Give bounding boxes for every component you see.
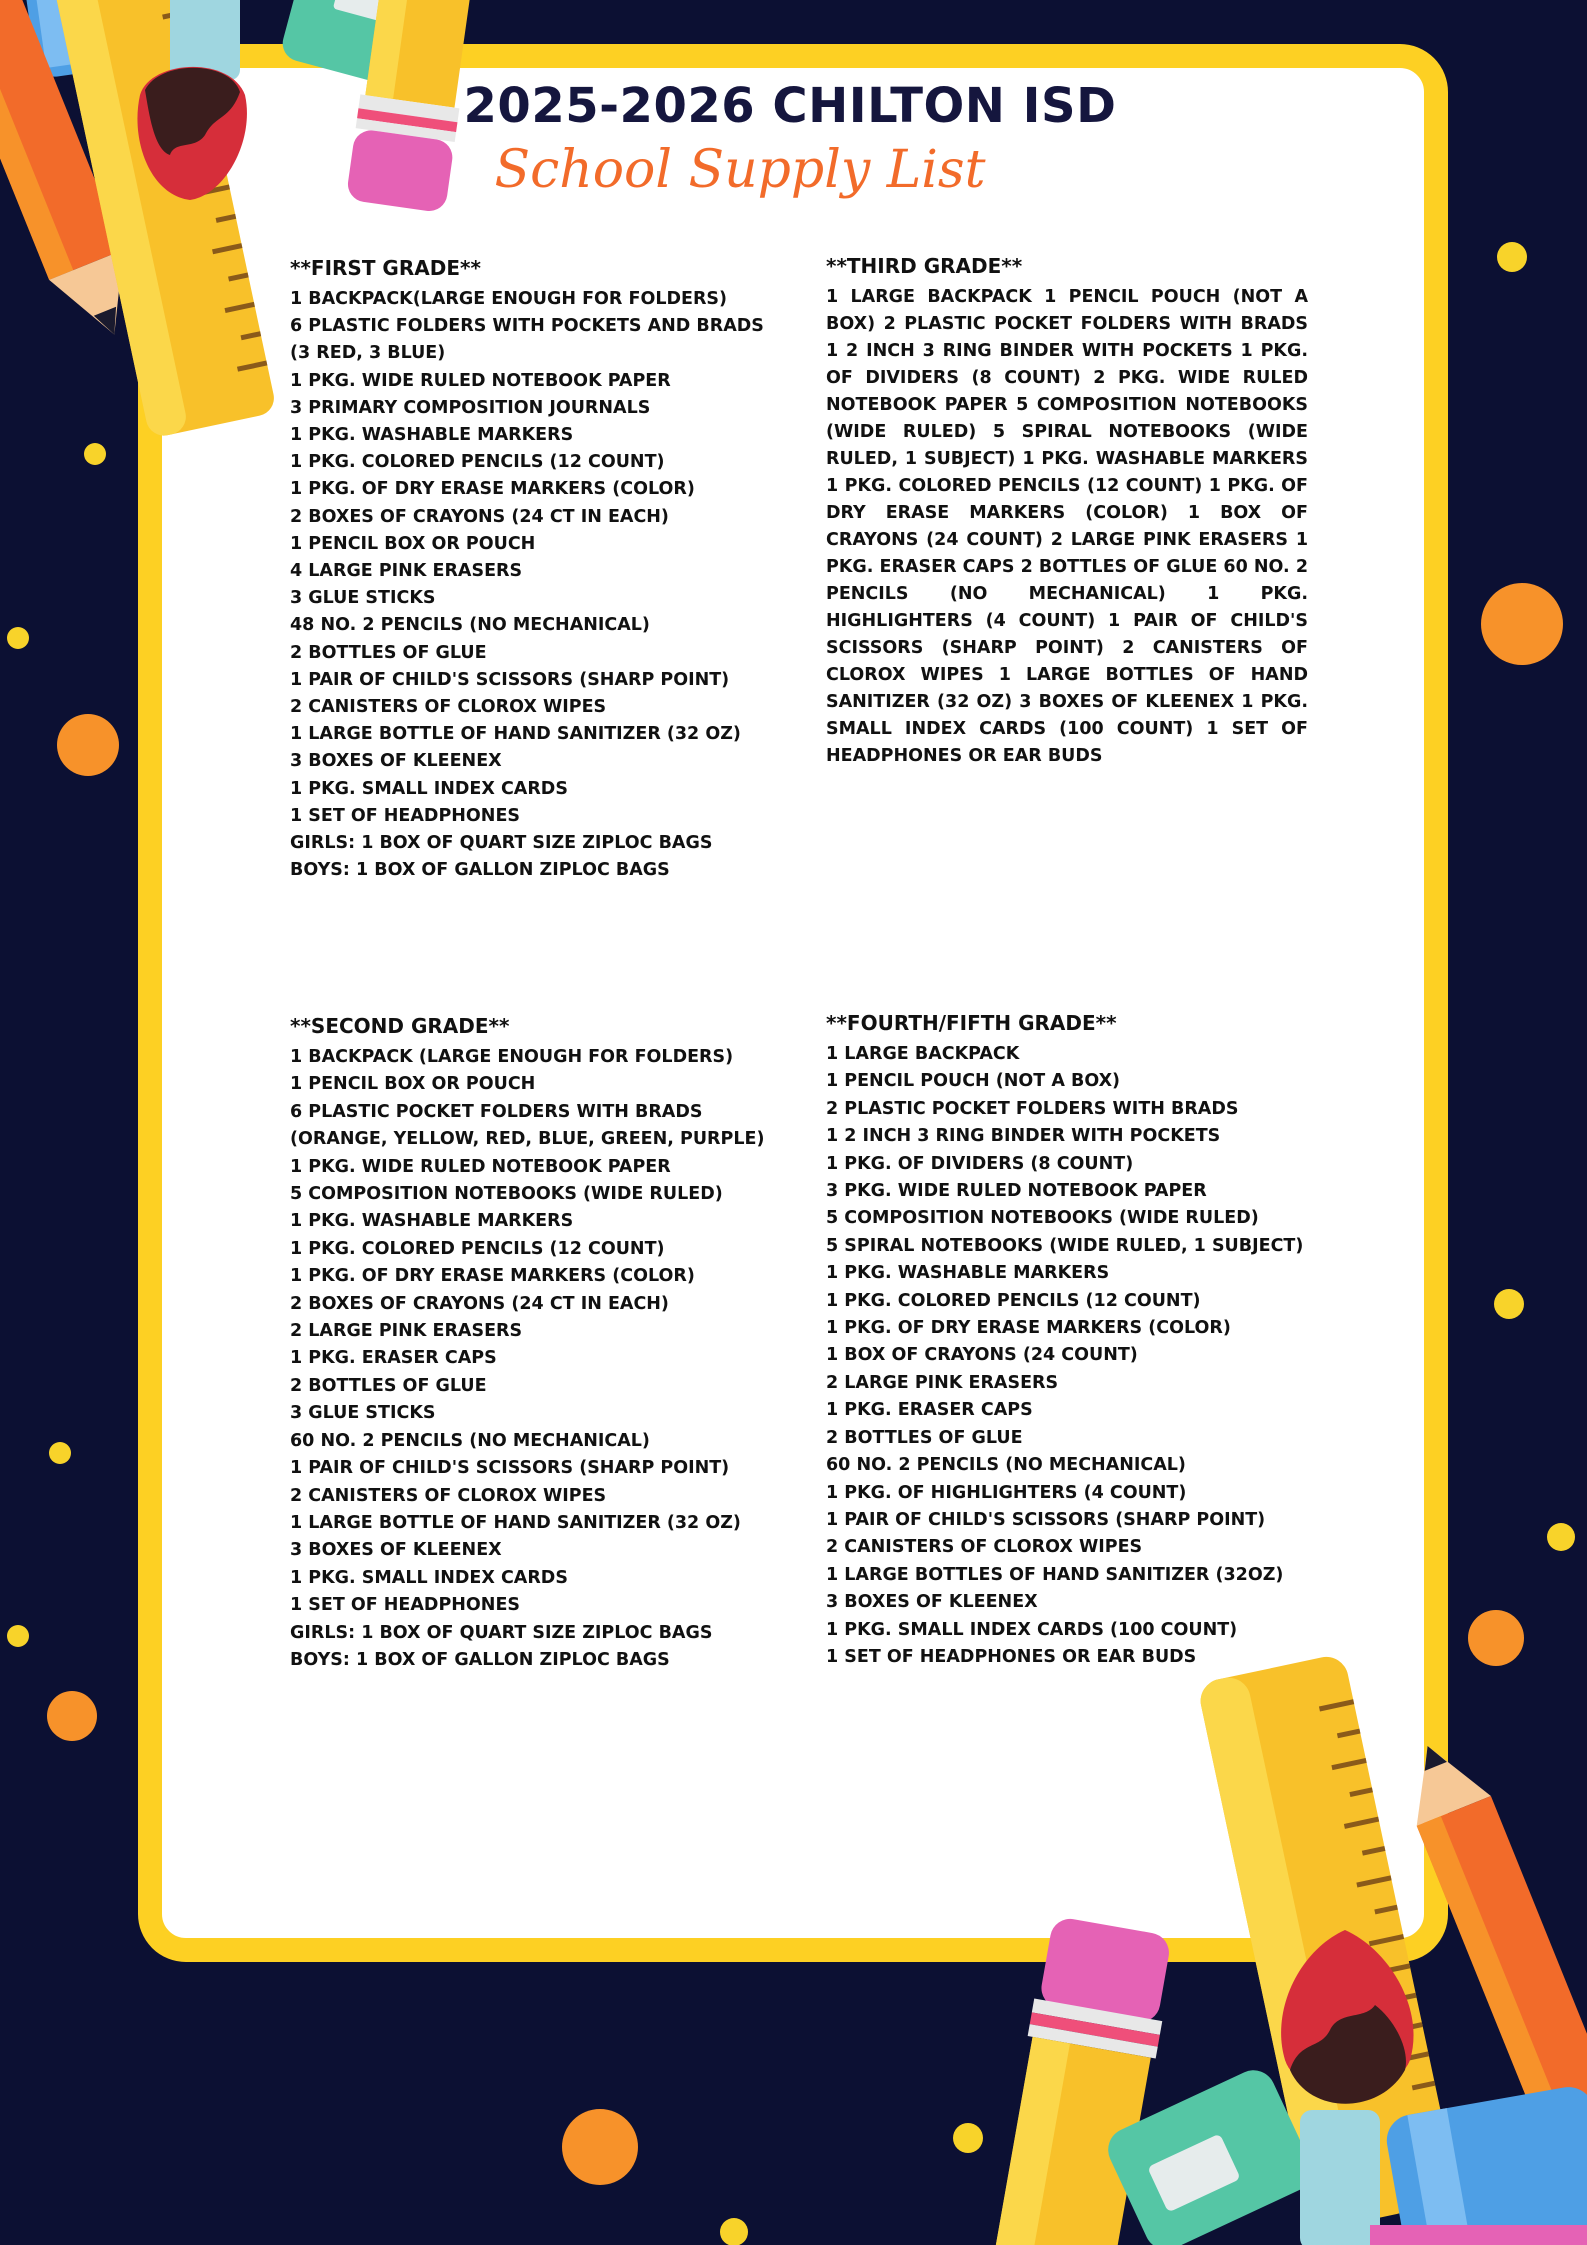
list-item: 2 CANISTERS OF CLOROX WIPES — [290, 1485, 607, 1506]
list-item: (3 RED, 3 BLUE) — [290, 343, 446, 364]
list-item: 1 LARGE BOTTLE OF HAND SANITIZER (32 OZ) — [290, 724, 741, 745]
list-item: 1 PAIR OF CHILD'S SCISSORS (SHARP POINT) — [826, 1509, 1266, 1530]
list-item: 1 BACKPACK (LARGE ENOUGH FOR FOLDERS) — [290, 1047, 734, 1067]
list-item: 60 NO. 2 PENCILS (NO MECHANICAL) — [826, 1455, 1186, 1476]
list-item: 1 PKG. COLORED PENCILS (12 COUNT) — [290, 452, 665, 473]
list-item: 1 PKG. ERASER CAPS — [290, 1348, 497, 1369]
list-item: 5 SPIRAL NOTEBOOKS (WIDE RULED, 1 SUBJECT) — [826, 1235, 1304, 1256]
list-item: 5 COMPOSITION NOTEBOOKS (WIDE RULED) — [290, 1184, 723, 1205]
list-item: 5 COMPOSITION NOTEBOOKS (WIDE RULED) — [826, 1208, 1259, 1229]
section-heading: **SECOND GRADE** — [290, 1014, 510, 1038]
list-item: 1 LARGE BOTTLES OF HAND SANITIZER (32OZ) — [826, 1564, 1284, 1585]
list-item: 1 PKG. OF DIVIDERS (8 COUNT) — [826, 1153, 1134, 1174]
list-item: 4 LARGE PINK ERASERS — [290, 561, 523, 582]
list-item: 2 BOXES OF CRAYONS (24 CT IN EACH) — [290, 1293, 669, 1314]
list-item: 1 LARGE BOTTLE OF HAND SANITIZER (32 OZ) — [290, 1512, 741, 1533]
list-item: 3 BOXES OF KLEENEX — [290, 1540, 502, 1561]
list-item: 1 PKG. OF DRY ERASE MARKERS (COLOR) — [290, 1266, 695, 1287]
list-item: 2 BOTTLES OF GLUE — [290, 642, 487, 663]
list-item: 1 LARGE BACKPACK — [826, 1044, 1020, 1064]
list-item: 1 SET OF HEADPHONES — [290, 1595, 521, 1616]
list-item: 1 PKG. WASHABLE MARKERS — [290, 425, 574, 446]
list-item: 60 NO. 2 PENCILS (NO MECHANICAL) — [290, 1430, 650, 1451]
list-item: BOYS: 1 BOX OF GALLON ZIPLOC BAGS — [290, 860, 670, 881]
list-item: 2 BOTTLES OF GLUE — [290, 1375, 487, 1396]
list-item: 2 BOTTLES OF GLUE — [826, 1427, 1023, 1448]
supply-list — [290, 286, 772, 884]
list-item: 3 GLUE STICKS — [290, 1403, 436, 1424]
list-item: 1 PKG. SMALL INDEX CARDS (100 COUNT) — [826, 1619, 1238, 1640]
list-item: 1 SET OF HEADPHONES — [290, 805, 521, 826]
fourth-fifth-grade-section — [826, 1009, 1308, 1671]
page-subtitle: School Supply List — [494, 140, 986, 200]
list-item: 1 PAIR OF CHILD'S SCISSORS (SHARP POINT) — [290, 1458, 730, 1479]
list-item: 1 2 INCH 3 RING BINDER WITH POCKETS — [826, 1126, 1221, 1147]
list-item: 1 PKG. OF HIGHLIGHTERS (4 COUNT) — [826, 1482, 1187, 1503]
list-item: 1 PKG. WASHABLE MARKERS — [826, 1263, 1110, 1284]
supply-paragraph: 1 LARGE BACKPACK 1 PENCIL POUCH (NOT A BOX) 2 PLASTIC POCKET FOLDERS WITH BRADS 1 2 INCH 3 RING BINDER WITH POCKETS 1 PKG. OF DIVIDERS (8 COUNT) 2 PKG. WIDE RULED NOTEBOOK PAPER 5 COMPOSITION NOTEBOOKS (WIDE RULED) 5 SPIRAL NOTEBOOKS (WIDE RULED, 1 SUBJECT) 1 PKG. WASHABLE MARKERS 1 PKG. COLORED PENCILS (12 COUNT) 1 PKG. OF DRY ERASE MARKERS (COLOR) 1 BOX OF CRAYONS (24 COUNT) 2 LARGE PINK ERASERS 1 PKG. ERASER CAPS 2 BOTTLES OF GLUE 60 NO. 2 PENCILS (NO MECHANICAL) 1 PKG. HIGHLIGHTERS (4 COUNT) 1 PAIR OF CHILD'S SCISSORS (SHARP POINT) 2 CANISTERS OF CLOROX WIPES 1 LARGE BOTTLES OF HAND SANITIZER (32 OZ) 3 BOXES OF KLEENEX 1 PKG. SMALL INDEX CARDS (100 COUNT) 1 SET OF HEADPHONES OR EAR BUDS — [826, 287, 1308, 766]
section-heading: **FIRST GRADE** — [290, 256, 481, 280]
section-heading: **FOURTH/FIFTH GRADE** — [826, 1011, 1117, 1035]
list-item: 1 PKG. ERASER CAPS — [826, 1400, 1033, 1421]
list-item: 6 PLASTIC POCKET FOLDERS WITH BRADS — [290, 1101, 703, 1122]
second-grade-section — [290, 1012, 772, 1674]
list-item: 48 NO. 2 PENCILS (NO MECHANICAL) — [290, 615, 650, 636]
list-item: 1 BOX OF CRAYONS (24 COUNT) — [826, 1345, 1138, 1366]
supply-list — [826, 1041, 1308, 1671]
list-item: 3 PRIMARY COMPOSITION JOURNALS — [290, 397, 651, 418]
list-item: 1 PKG. OF DRY ERASE MARKERS (COLOR) — [290, 479, 695, 500]
list-item: 1 PKG. COLORED PENCILS (12 COUNT) — [826, 1290, 1201, 1311]
list-item: 3 BOXES OF KLEENEX — [290, 751, 502, 772]
list-item: 1 PENCIL BOX OR POUCH — [290, 1074, 536, 1095]
list-item: 2 BOXES OF CRAYONS (24 CT IN EACH) — [290, 506, 669, 527]
list-item: 2 CANISTERS OF CLOROX WIPES — [826, 1537, 1143, 1558]
list-item: 2 LARGE PINK ERASERS — [826, 1372, 1059, 1393]
list-item: 3 BOXES OF KLEENEX — [826, 1592, 1038, 1613]
list-item: (ORANGE, YELLOW, RED, BLUE, GREEN, PURPLE) — [290, 1129, 765, 1150]
list-item: 1 PENCIL POUCH (NOT A BOX) — [826, 1071, 1121, 1092]
third-grade-section — [826, 252, 1308, 770]
list-item: 1 PKG. SMALL INDEX CARDS — [290, 1567, 568, 1588]
list-item: 2 PLASTIC POCKET FOLDERS WITH BRADS — [826, 1098, 1239, 1119]
list-item: 3 GLUE STICKS — [290, 588, 436, 609]
section-heading: **THIRD GRADE** — [826, 254, 1023, 278]
list-item: 1 PKG. SMALL INDEX CARDS — [290, 778, 568, 799]
first-grade-section — [290, 254, 772, 884]
list-item: BOYS: 1 BOX OF GALLON ZIPLOC BAGS — [290, 1649, 670, 1670]
list-item: 1 PKG. COLORED PENCILS (12 COUNT) — [290, 1238, 665, 1259]
list-item: 1 SET OF HEADPHONES OR EAR BUDS — [826, 1646, 1197, 1667]
list-item: 6 PLASTIC FOLDERS WITH POCKETS AND BRADS — [290, 316, 764, 337]
page-title: 2025-2026 CHILTON ISD — [463, 78, 1117, 134]
list-item: 1 PENCIL BOX OR POUCH — [290, 533, 536, 554]
list-item: 3 PKG. WIDE RULED NOTEBOOK PAPER — [826, 1181, 1207, 1202]
list-item: GIRLS: 1 BOX OF QUART SIZE ZIPLOC BAGS — [290, 1622, 713, 1643]
list-item: 1 BACKPACK(LARGE ENOUGH FOR FOLDERS) — [290, 289, 728, 309]
list-item: 2 LARGE PINK ERASERS — [290, 1321, 523, 1342]
list-item: GIRLS: 1 BOX OF QUART SIZE ZIPLOC BAGS — [290, 833, 713, 854]
list-item: 2 CANISTERS OF CLOROX WIPES — [290, 697, 607, 718]
list-item: 1 PAIR OF CHILD'S SCISSORS (SHARP POINT) — [290, 669, 730, 690]
list-item: 1 PKG. OF DRY ERASE MARKERS (COLOR) — [826, 1318, 1231, 1339]
supply-list — [290, 1044, 772, 1674]
list-item: 1 PKG. WIDE RULED NOTEBOOK PAPER — [290, 1156, 671, 1177]
list-item: 1 PKG. WASHABLE MARKERS — [290, 1211, 574, 1232]
list-item: 1 PKG. WIDE RULED NOTEBOOK PAPER — [290, 370, 671, 391]
